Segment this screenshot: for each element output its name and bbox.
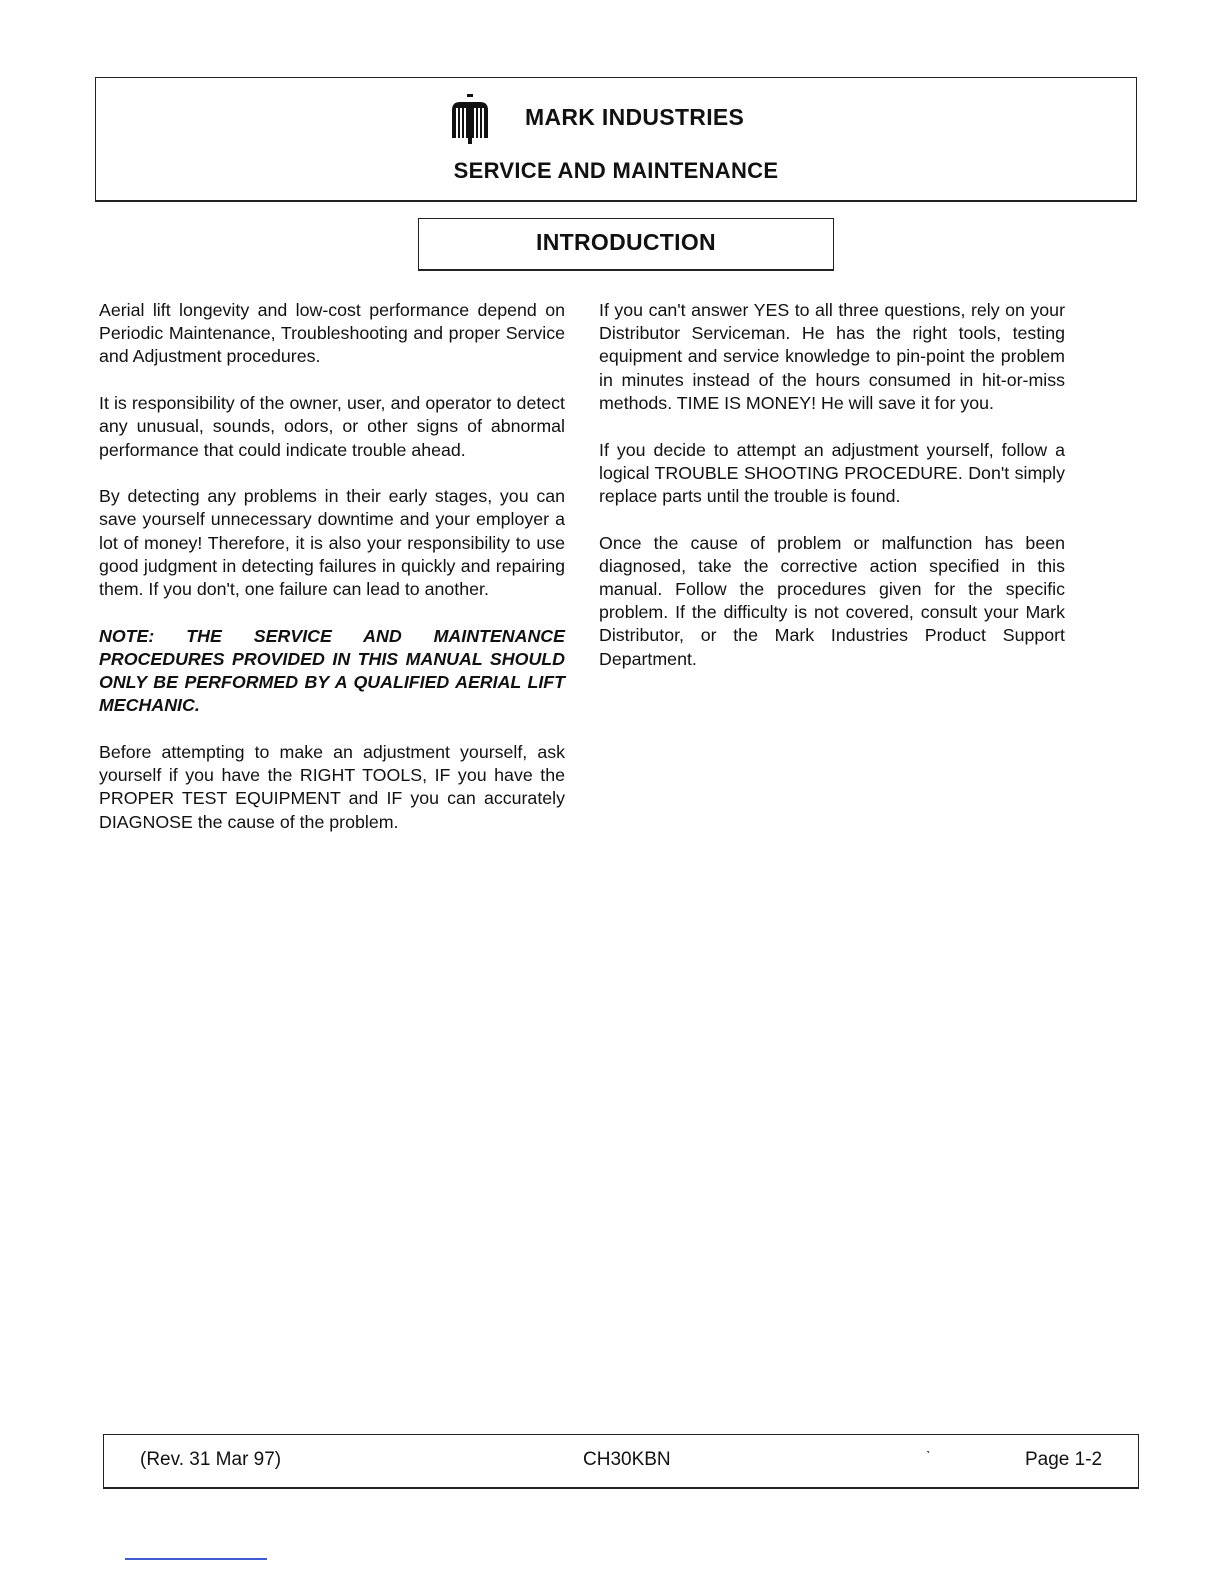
paragraph-longevity: Aerial lift longevity and low-cost performance depend on Periodic Maintenance, Troubleshooting and proper Service and Adjustment procedures.	[99, 300, 565, 367]
mark-industries-logo-icon	[450, 94, 490, 144]
section-title: INTRODUCTION	[536, 229, 716, 255]
note-qualified-mechanic: NOTE: THE SERVICE AND MAINTENANCE PROCEDURES PROVIDED IN THIS MANUAL SHOULD ONLY BE PERFORMED BY A QUALIFIED AERIAL LIFT MECHANIC.	[99, 625, 565, 716]
scan-underline	[125, 1558, 267, 1560]
paragraph-before-adjustment: Before attempting to make an adjustment yourself, ask yourself if you have the RIGHT TOOLS, IF you have the PROPER TEST EQUIPMENT and IF you can accurately DIAGNOSE the cause of the problem.	[99, 742, 565, 832]
footer-page-number: Page 1-2	[1025, 1449, 1103, 1470]
paragraph-corrective-action: Once the cause of problem or malfunction has been diagnosed, take the corrective action specified in this manual. Follow the procedures given for the specific problem. If the difficulty is not covered, consult your Mark Distributor, or the Mark Industries Product Support Department.	[599, 532, 1065, 669]
paragraph-distributor-serviceman: If you can't answer YES to all three questions, rely on your Distributor Serviceman. He has the right tools, testing equipment and service knowledge to pin-point the problem in minutes instead of the hours consumed in hit-or-miss methods. TIME IS MONEY! He will save it for you.	[599, 300, 1065, 413]
paragraph-early-detection: By detecting any problems in their early stages, you can save yourself unnecessary downtime and your employer a lot of money! Therefore, it is also your responsibility to use good judgment in detecting failures in quickly and repairing them. If you don't, one failure can lead to another.	[99, 486, 565, 600]
brand-name: MARK INDUSTRIES	[525, 104, 745, 130]
paragraph-troubleshooting-procedure: If you decide to attempt an adjustment yourself, follow a logical TROUBLE SHOOTING PROCEDURE. Don't simply replace parts until the trouble is found.	[599, 439, 1065, 506]
scan-mark-icon: ˋ	[926, 1448, 931, 1464]
left-column	[99, 299, 565, 857]
footer-revision: (Rev. 31 Mar 97)	[140, 1449, 282, 1470]
right-column	[599, 299, 1065, 694]
footer-model-code: CH30KBN	[583, 1449, 671, 1470]
paragraph-responsibility: It is responsibility of the owner, user, and operator to detect any unusual, sounds, odors, or other signs of abnormal performance that could indicate trouble ahead.	[99, 393, 565, 460]
document-subtitle: SERVICE AND MAINTENANCE	[453, 158, 779, 183]
